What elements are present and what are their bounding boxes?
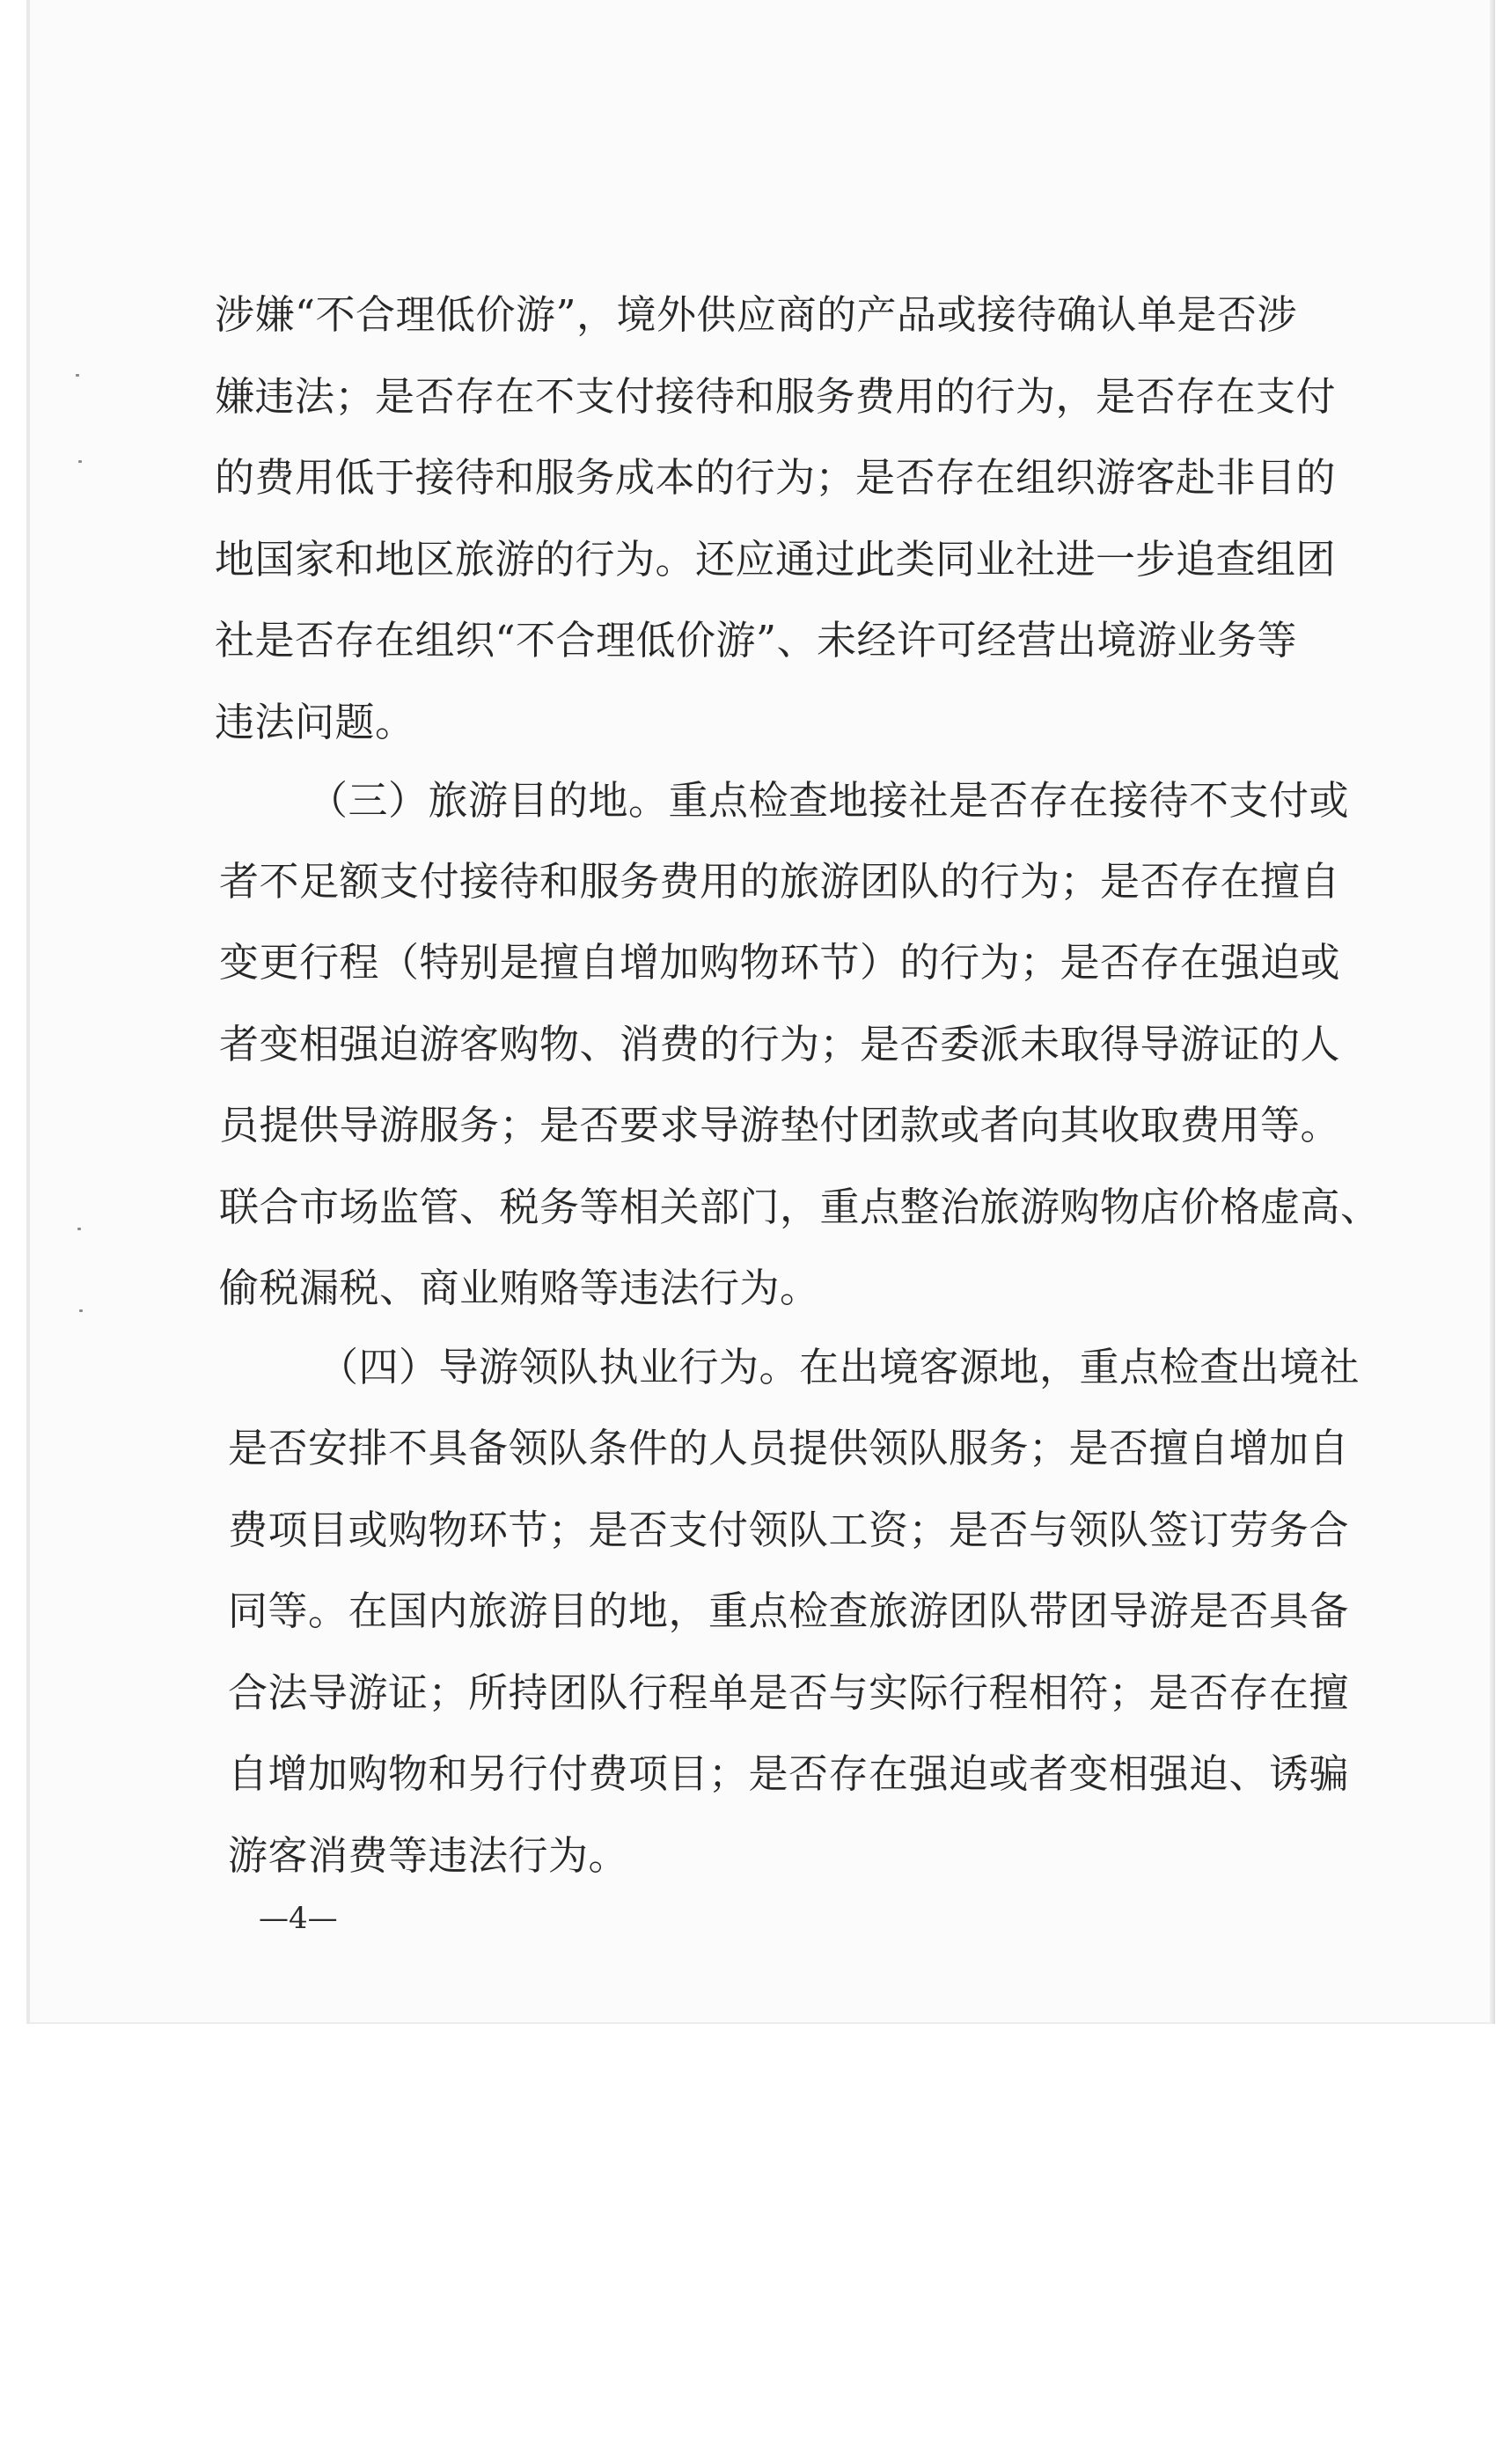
body-line-11: 员提供导游服务；是否要求导游垫付团款或者向其收取费用等。 xyxy=(219,1102,1341,1148)
scan-speck xyxy=(78,460,82,463)
page-number: —4— xyxy=(259,1901,338,1936)
body-line-13: 偷税漏税、商业贿赂等违法行为。 xyxy=(219,1265,820,1311)
section-four-heading-line: （四）导游领队执业行为。在出境客源地，重点检查出境社 xyxy=(319,1344,1360,1390)
body-line-8: 者不足额支付接待和服务费用的旅游团队的行为；是否存在擅自 xyxy=(219,858,1341,905)
body-line-2: 嫌违法；是否存在不支付接待和服务费用的行为，是否存在支付 xyxy=(215,373,1337,420)
scan-speck xyxy=(77,1228,81,1230)
page-edge-shadow xyxy=(1490,0,1495,2024)
section-three-heading-line: （三）旅游目的地。重点检查地接社是否存在接待不支付或 xyxy=(308,777,1350,824)
body-line-5: 社是否存在组织“不合理低价游”、未经许可经营出境游业务等 xyxy=(215,617,1298,664)
body-line-17: 同等。在国内旅游目的地，重点检查旅游团队带团导游是否具备 xyxy=(228,1588,1350,1634)
body-line-3: 的费用低于接待和服务成本的行为；是否存在组织游客赴非目的 xyxy=(215,454,1337,501)
body-line-19: 自增加购物和另行付费项目；是否存在强迫或者变相强迫、诱骗 xyxy=(228,1750,1350,1797)
scan-speck xyxy=(79,1309,83,1312)
body-line-9: 变更行程（特别是擅自增加购物环节）的行为；是否存在强迫或 xyxy=(219,939,1341,986)
body-line-10: 者变相强迫游客购物、消费的行为；是否委派未取得导游证的人 xyxy=(219,1021,1341,1067)
body-line-20: 游客消费等违法行为。 xyxy=(228,1832,629,1879)
body-line-15: 是否安排不具备领队条件的人员提供领队服务；是否擅自增加自 xyxy=(228,1425,1350,1471)
body-line-16: 费项目或购物环节；是否支付领队工资；是否与领队签订劳务合 xyxy=(228,1507,1350,1553)
body-line-4: 地国家和地区旅游的行为。还应通过此类同业社进一步追查组团 xyxy=(215,536,1337,583)
scan-speck xyxy=(76,374,79,377)
body-line-6: 违法问题。 xyxy=(215,699,415,745)
body-line-1: 涉嫌“不合理低价游”，境外供应商的产品或接待确认单是否涉 xyxy=(215,291,1298,338)
body-line-18: 合法导游证；所持团队行程单是否与实际行程相符；是否存在擅 xyxy=(228,1669,1350,1716)
document-page xyxy=(26,0,1495,2024)
body-line-12: 联合市场监管、税务等相关部门，重点整治旅游购物店价格虚高、 xyxy=(219,1184,1381,1230)
